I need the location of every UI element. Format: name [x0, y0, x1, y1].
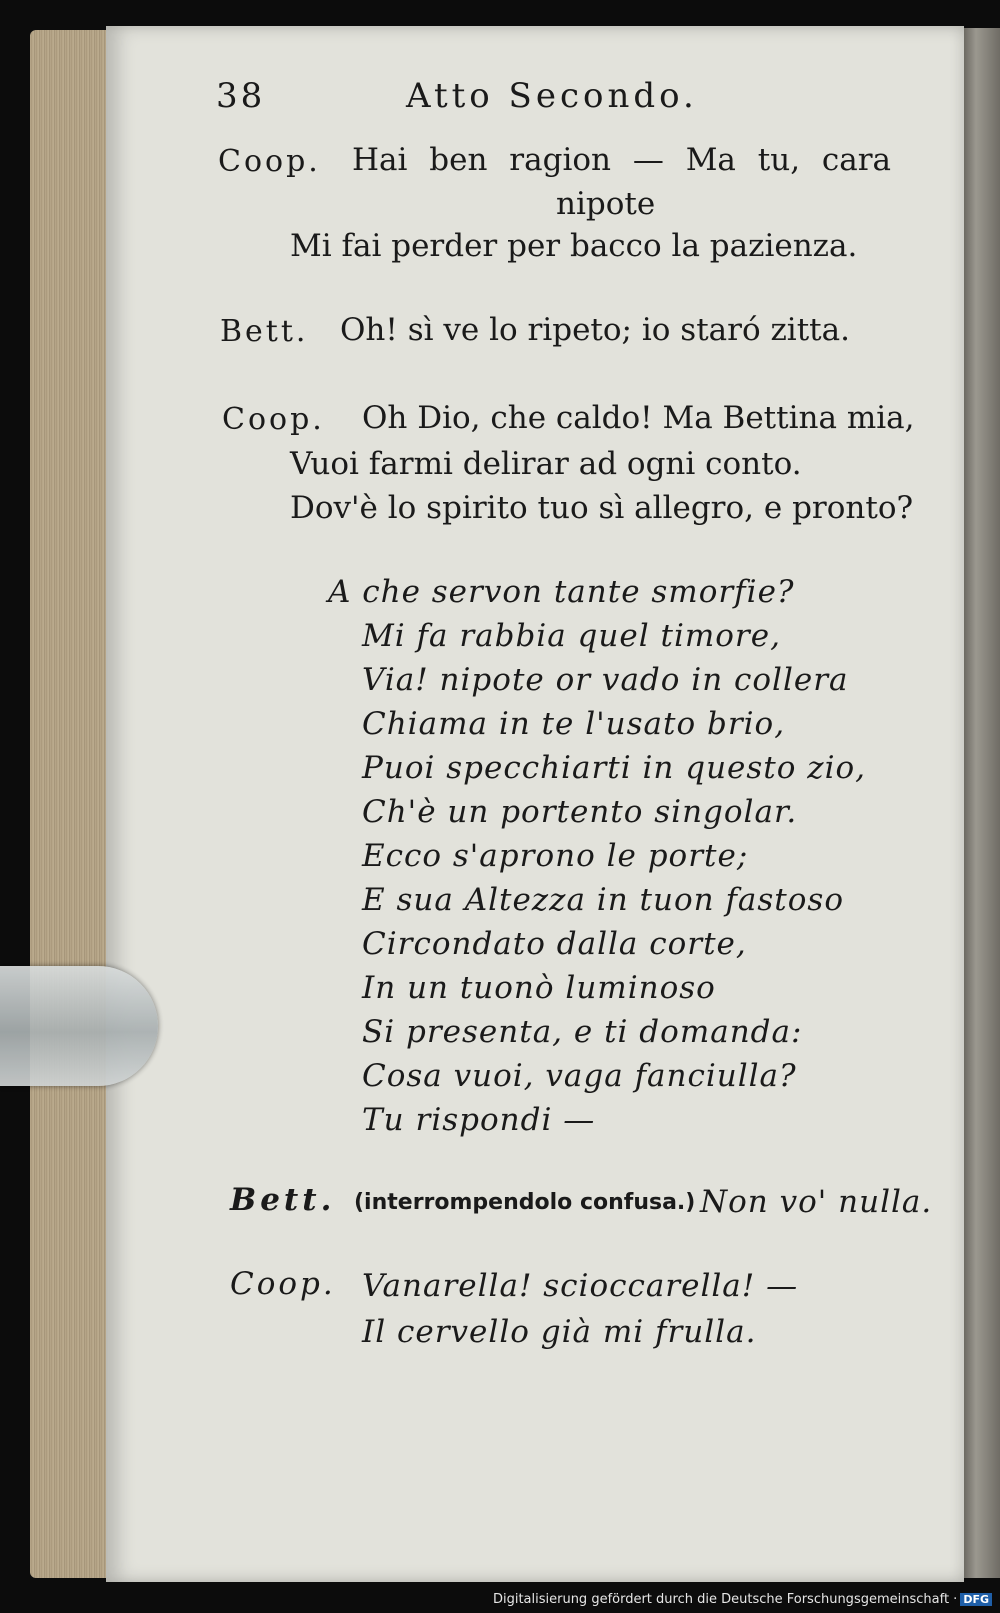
dialogue-line: nipote — [556, 186, 656, 222]
dialogue-line: Oh! sì ve lo ripeto; io staró zitta. — [340, 312, 850, 348]
aria-line: Chiama in te l'usato brio, — [362, 706, 786, 742]
credit-text: Digitalisierung gefördert durch die Deutsche Forschungsgemeinschaft · — [492, 1592, 958, 1607]
speaker-coop-2: Coop. — [222, 402, 325, 437]
page-clip — [0, 966, 158, 1086]
running-title: Atto Secondo. — [406, 76, 698, 116]
book-right-edge — [960, 28, 1000, 1578]
aria-line: Tu rispondi — — [362, 1102, 596, 1138]
speaker-bett-1: Bett. — [220, 314, 309, 349]
aria-line: Circondato dalla corte, — [362, 926, 747, 962]
aria-line: In un tuonò luminoso — [362, 970, 716, 1006]
dialogue-line: Non vo' nulla. — [700, 1184, 933, 1220]
speaker-coop-3: Coop. — [230, 1266, 336, 1302]
aria-line: Via! nipote or vado in collera — [362, 662, 849, 698]
dialogue-line: Il cervello già mi frulla. — [362, 1314, 757, 1350]
dialogue-line: Vuoi farmi delirar ad ogni conto. — [290, 446, 802, 482]
aria-line: Ch'è un portento singolar. — [362, 794, 798, 830]
dialogue-line: Mi fai perder per bacco la pazienza. — [290, 228, 858, 264]
aria-line: Si presenta, e ti domanda: — [362, 1014, 803, 1050]
book-page — [106, 26, 964, 1582]
speaker-bett-2: Bett. — [230, 1182, 336, 1218]
aria-line: Ecco s'aprono le porte; — [362, 838, 749, 874]
digitization-credit — [493, 1592, 992, 1607]
aria-line: Cosa vuoi, vaga fanciulla? — [362, 1058, 797, 1094]
aria-line: E sua Altezza in tuon fastoso — [362, 882, 844, 918]
dialogue-line: Dov'è lo spirito tuo sì allegro, e pronto? — [290, 490, 914, 526]
book-page-edges — [30, 30, 108, 1578]
dialogue-line: Oh Dio, che caldo! Ma Bettina mia, — [362, 400, 915, 436]
aria-line: A che servon tante smorfie? — [328, 574, 795, 610]
speaker-coop-1: Coop. — [218, 144, 321, 179]
stage-direction: (interrompendolo confusa.) — [354, 1190, 696, 1215]
aria-line: Puoi specchiarti in questo zio, — [362, 750, 867, 786]
aria-line: Mi fa rabbia quel timore, — [362, 618, 781, 654]
dfg-logo: DFG — [960, 1593, 992, 1606]
page-number: 38 — [216, 76, 266, 116]
dialogue-line: Hai ben ragion — Ma tu, cara — [352, 142, 892, 178]
dialogue-line: Vanarella! scioccarella! — — [362, 1268, 799, 1304]
